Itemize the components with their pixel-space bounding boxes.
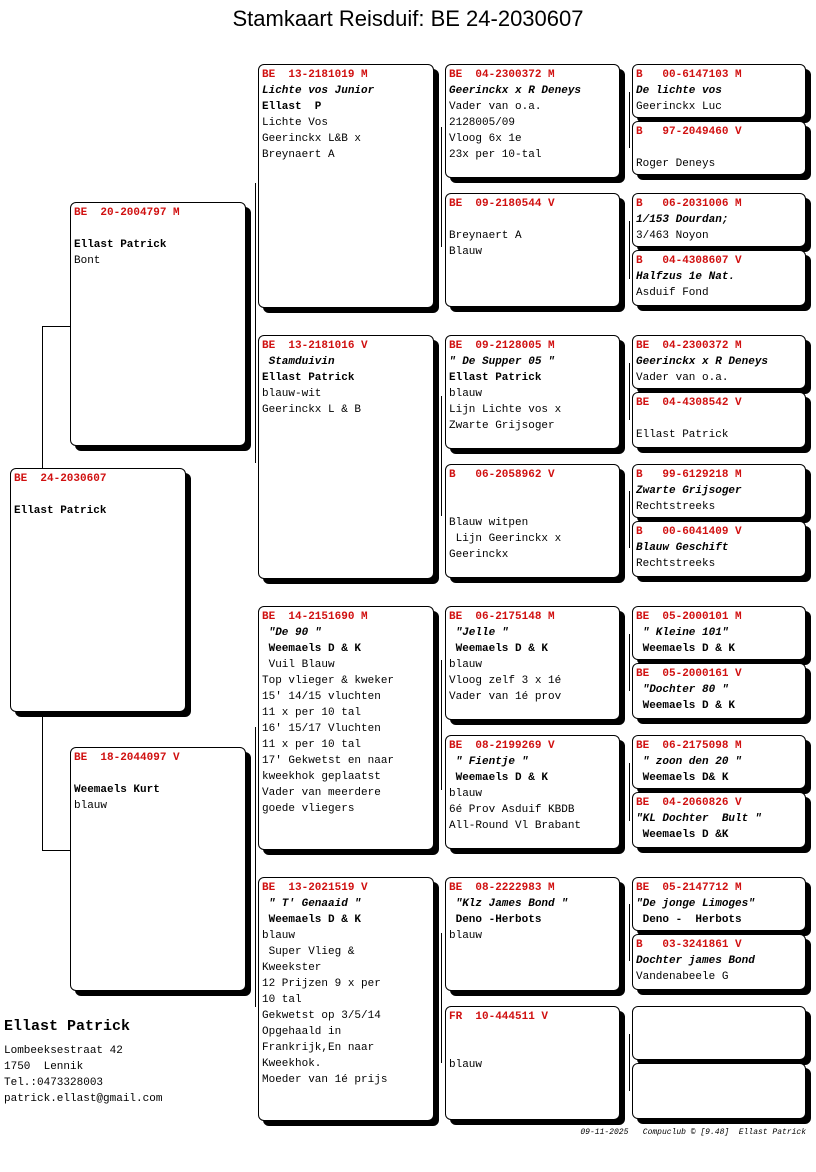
card-line: blauw xyxy=(449,930,483,942)
color-line: Bont xyxy=(74,255,101,267)
pigeon-name: "Klz James Bond " xyxy=(449,898,568,910)
card-line: 3/463 Noyon xyxy=(636,230,709,242)
footer-note: 09-11-2025 Compuclub © [9.48] Ellast Patrick xyxy=(580,1128,806,1137)
connector-line xyxy=(629,221,630,279)
breeder-name: Ellast Patrick xyxy=(14,505,107,517)
pigeon-name: " zoon den 20 " xyxy=(636,756,742,768)
card-line: Halfzus 1e Nat. xyxy=(636,271,736,283)
breeder-name: Ellast Patrick xyxy=(449,372,542,384)
pedigree-card-ffm[interactable] xyxy=(445,193,620,307)
breeder-name: Ellast P xyxy=(262,101,322,113)
connector-line xyxy=(441,127,442,247)
pedigree-card-g1[interactable] xyxy=(632,64,806,118)
pedigree-card-mf[interactable] xyxy=(258,606,434,850)
card-line xyxy=(449,1041,616,1057)
pigeon-name: "KL Dochter Bult " xyxy=(636,813,762,825)
pedigree-card-fff[interactable] xyxy=(445,64,620,178)
card-line xyxy=(449,483,616,499)
ring-number: BE 04-2300372 M xyxy=(449,69,555,81)
breeder-name: Weemaels D &K xyxy=(636,829,729,841)
pigeon-name: Geerinckx x R Deneys xyxy=(636,356,769,368)
card-line: Geerinckx Luc xyxy=(636,101,722,113)
card-line: Rechtstreeks xyxy=(636,501,716,513)
card-line: All-Round Vl Brabant xyxy=(449,820,582,832)
breeder-name: Weemaels D & K xyxy=(636,643,736,655)
card-line: Vader van 1é prov xyxy=(449,691,562,703)
card-line: Gekwetst op 3/5/14 xyxy=(262,1010,381,1022)
card-line: Super Vlieg & xyxy=(262,946,355,958)
card-line xyxy=(449,212,616,228)
card-line: blauw-wit xyxy=(262,388,322,400)
breeder-name: Ellast Patrick xyxy=(636,429,729,441)
card-line: Asduif Fond xyxy=(636,287,709,299)
pedigree-card-g9[interactable] xyxy=(632,606,806,660)
connector-line xyxy=(42,326,70,327)
pigeon-name: Blauw Geschift xyxy=(636,542,729,554)
ring-number: BE 08-2222983 M xyxy=(449,882,555,894)
card-line: blauw xyxy=(449,788,483,800)
connector-line xyxy=(255,183,256,463)
connector-line xyxy=(441,933,442,1063)
card-line: Vandenabeele G xyxy=(636,971,729,983)
card-line: goede vliegers xyxy=(262,803,355,815)
breeder-name: Weemaels D & K xyxy=(262,914,362,926)
ring-number: B 06-2058962 V xyxy=(449,469,555,481)
pedigree-card-mmf[interactable] xyxy=(445,877,620,991)
connector-line xyxy=(629,904,630,961)
ring-number: BE 04-4308542 V xyxy=(636,397,742,409)
pedigree-card-g8[interactable] xyxy=(632,521,806,577)
breeder-name: Ellast Patrick xyxy=(74,239,167,251)
pedigree-card-mff[interactable] xyxy=(445,606,620,720)
connector-line xyxy=(629,1034,630,1091)
pedigree-card-father[interactable] xyxy=(70,202,246,446)
pigeon-name: Stamduivin xyxy=(262,356,335,368)
pedigree-card-g15[interactable] xyxy=(632,1006,806,1060)
card-line: Kweekhok. xyxy=(262,1058,322,1070)
card-line: Vuil Blauw xyxy=(262,659,335,671)
connector-line xyxy=(629,634,630,691)
card-line: Blauw witpen xyxy=(449,517,529,529)
card-line: Vloog zelf 3 x 1é xyxy=(449,675,562,687)
card-line: blauw xyxy=(449,388,483,400)
ring-number: BE 06-2175098 M xyxy=(636,740,742,752)
ring-number: BE 06-2175148 M xyxy=(449,611,555,623)
ring-number: BE 14-2151690 M xyxy=(262,611,368,623)
card-line: Geerinckx L&B x xyxy=(262,133,362,145)
card-line: Vader van o.a. xyxy=(636,372,729,384)
connector-line xyxy=(629,491,630,548)
pigeon-name: De lichte vos xyxy=(636,85,722,97)
ring-number: B 00-6041409 V xyxy=(636,526,742,538)
ring-number: BE 18-2044097 V xyxy=(74,752,180,764)
card-line: blauw xyxy=(262,930,296,942)
ring-number: B 06-2031006 M xyxy=(636,198,742,210)
pigeon-name: Geerinckx x R Deneys xyxy=(449,85,582,97)
card-line: Vloog 6x 1e xyxy=(449,133,522,145)
card-line xyxy=(449,499,616,515)
connector-line xyxy=(629,363,630,420)
pedigree-card-g7[interactable] xyxy=(632,464,806,518)
card-line xyxy=(14,487,182,503)
connector-line xyxy=(441,396,442,516)
ring-number: BE 04-2300372 M xyxy=(636,340,742,352)
card-line xyxy=(74,221,242,237)
card-line: 2128005/09 xyxy=(449,117,516,129)
pedigree-card-fm[interactable] xyxy=(258,335,434,579)
card-line: 17' Gekwetst en naar xyxy=(262,755,395,767)
owner-street: Lombeeksestraat 42 xyxy=(4,1045,123,1057)
pedigree-card-subject[interactable] xyxy=(10,468,186,712)
card-line xyxy=(636,140,802,156)
card-line: Lichte Vos xyxy=(262,117,329,129)
connector-line xyxy=(629,92,630,148)
ring-number: BE 05-2000101 M xyxy=(636,611,742,623)
pigeon-name: "De 90 " xyxy=(262,627,322,639)
breeder-name: Deno -Herbots xyxy=(449,914,542,926)
card-line: Kweekster xyxy=(262,962,322,974)
pigeon-name: " Fientje " xyxy=(449,756,529,768)
owner-block xyxy=(4,1018,162,1107)
card-line: 12 Prijzen 9 x per xyxy=(262,978,381,990)
ring-number: BE 05-2147712 M xyxy=(636,882,742,894)
pedigree-card-g2[interactable] xyxy=(632,121,806,175)
breeder-name: Weemaels D & K xyxy=(636,700,736,712)
breeder-name: Deno - Herbots xyxy=(636,914,742,926)
pedigree-card-g10[interactable] xyxy=(632,663,806,719)
pigeon-name: Dochter james Bond xyxy=(636,955,755,967)
ring-number: BE 13-2181016 V xyxy=(262,340,368,352)
pedigree-card-mmm[interactable] xyxy=(445,1006,620,1120)
pedigree-card-g12[interactable] xyxy=(632,792,806,848)
card-line: Roger Deneys xyxy=(636,158,716,170)
ring-number: BE 24-2030607 xyxy=(14,473,107,485)
owner-phone: Tel.:0473328003 xyxy=(4,1077,104,1089)
pigeon-name: " De Supper 05 " xyxy=(449,356,555,368)
breeder-name: Weemaels D & K xyxy=(449,772,549,784)
card-line: Frankrijk,En naar xyxy=(262,1042,375,1054)
card-line: Moeder van 1é prijs xyxy=(262,1074,388,1086)
card-line xyxy=(449,1025,616,1041)
pedigree-card-g4[interactable] xyxy=(632,250,806,306)
ring-number: BE 04-2060826 V xyxy=(636,797,742,809)
color-line: blauw xyxy=(74,800,108,812)
card-line: kweekhok geplaatst xyxy=(262,771,381,783)
card-line: 1/153 Dourdan; xyxy=(636,214,729,226)
card-line: Rechtstreeks xyxy=(636,558,716,570)
pedigree-card-mfm[interactable] xyxy=(445,735,620,849)
ring-number: BE 09-2180544 V xyxy=(449,198,555,210)
pigeon-name: "De jonge Limoges" xyxy=(636,898,755,910)
breeder-name: Weemaels D & K xyxy=(262,643,362,655)
card-line: Lijn Lichte vos x xyxy=(449,404,562,416)
ring-number: B 99-6129218 M xyxy=(636,469,742,481)
ring-number: B 97-2049460 V xyxy=(636,126,742,138)
card-line: 16' 15/17 Vluchten xyxy=(262,723,381,735)
pedigree-card-fmm[interactable] xyxy=(445,464,620,578)
ring-number: B 04-4308607 V xyxy=(636,255,742,267)
pedigree-card-g14[interactable] xyxy=(632,934,806,990)
card-line xyxy=(74,766,242,782)
card-line: Geerinckx L & B xyxy=(262,404,362,416)
breeder-name: Breynaert A xyxy=(449,230,522,242)
pedigree-card-mother[interactable] xyxy=(70,747,246,991)
card-line: 6é Prov Asduif KBDB xyxy=(449,804,575,816)
breeder-name: Weemaels D & K xyxy=(449,643,549,655)
pedigree-card-g16[interactable] xyxy=(632,1063,806,1119)
ring-number: BE 13-2021519 V xyxy=(262,882,368,894)
connector-line xyxy=(629,763,630,821)
connector-line xyxy=(42,850,70,851)
owner-email[interactable]: patrick.ellast@gmail.com xyxy=(4,1093,163,1105)
pigeon-name: " T' Genaaid " xyxy=(262,898,362,910)
ring-number: B 03-3241861 V xyxy=(636,939,742,951)
ring-number: BE 13-2181019 M xyxy=(262,69,368,81)
card-line: Zwarte Grijsoger xyxy=(449,420,555,432)
page-title: Stamkaart Reisduif: BE 24-2030607 xyxy=(232,6,584,31)
pigeon-name: "Dochter 80 " xyxy=(636,684,729,696)
ring-number: BE 20-2004797 M xyxy=(74,207,180,219)
card-line: Breynaert A xyxy=(262,149,335,161)
pigeon-name: "Jelle " xyxy=(449,627,509,639)
pedigree-card-g11[interactable] xyxy=(632,735,806,789)
pedigree-card-g13[interactable] xyxy=(632,877,806,931)
ring-number: BE 05-2000161 V xyxy=(636,668,742,680)
pedigree-card-g3[interactable] xyxy=(632,193,806,247)
card-line: Blauw xyxy=(449,246,483,258)
breeder-name: Weemaels Kurt xyxy=(74,784,160,796)
breeder-name: Weemaels D& K xyxy=(636,772,729,784)
card-line: Opgehaald in xyxy=(262,1026,342,1038)
card-line: 11 x per 10 tal xyxy=(262,707,362,719)
connector-line xyxy=(441,660,442,790)
ring-number: BE 08-2199269 V xyxy=(449,740,555,752)
card-line: Lijn Geerinckx x xyxy=(449,533,562,545)
card-line: 10 tal xyxy=(262,994,302,1006)
card-line: blauw xyxy=(449,1059,483,1071)
pedigree-card-mm[interactable] xyxy=(258,877,434,1121)
pedigree-card-g6[interactable] xyxy=(632,392,806,448)
pigeon-name: Lichte vos Junior xyxy=(262,85,375,97)
card-line xyxy=(636,411,802,427)
card-line: 15' 14/15 vluchten xyxy=(262,691,381,703)
card-line: blauw xyxy=(449,659,483,671)
ring-number: FR 10-444511 V xyxy=(449,1011,549,1023)
ring-number: B 00-6147103 M xyxy=(636,69,742,81)
ring-number: BE 09-2128005 M xyxy=(449,340,555,352)
pigeon-name: Zwarte Grijsoger xyxy=(636,485,742,497)
card-line: Geerinckx xyxy=(449,549,509,561)
card-line: Vader van meerdere xyxy=(262,787,381,799)
owner-city: 1750 Lennik xyxy=(4,1061,84,1073)
pedigree-card-ff[interactable] xyxy=(258,64,434,308)
connector-line xyxy=(255,727,256,1007)
card-line: 23x per 10-tal xyxy=(449,149,542,161)
breeder-name: Ellast Patrick xyxy=(262,372,355,384)
card-line: Vader van o.a. xyxy=(449,101,542,113)
pigeon-name: " Kleine 101" xyxy=(636,627,729,639)
pedigree-card-fmf[interactable] xyxy=(445,335,620,449)
pedigree-card-g5[interactable] xyxy=(632,335,806,389)
card-line: Top vlieger & kweker xyxy=(262,675,395,687)
owner-name: Ellast Patrick xyxy=(4,1018,131,1035)
card-line: 11 x per 10 tal xyxy=(262,739,362,751)
